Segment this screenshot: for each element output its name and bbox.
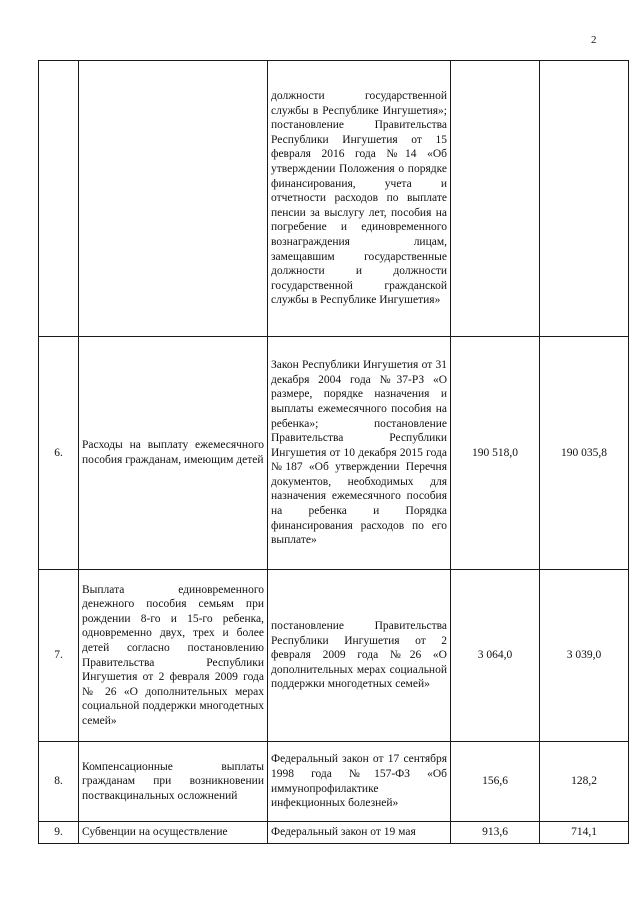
legal-basis: Федеральный закон от 17 сентября 1998 года №157-ФЗ «Об иммунопрофилактике инфекционных болезней» [268, 742, 451, 822]
table-row [39, 570, 629, 742]
row-number: 9. [39, 822, 79, 844]
table-row [39, 822, 629, 844]
row-number: 6. [39, 337, 79, 570]
expense-name: Субвенции на осуществление [79, 822, 268, 844]
value-planned [451, 61, 540, 337]
value-planned: 3 064,0 [451, 570, 540, 742]
value-actual: 3 039,0 [540, 570, 629, 742]
legal-basis: Закон Республики Ингушетия от 31 декабря 2004 года №37-РЗ «О размере, порядке назначения и выплаты ежемесячного пособия на ребенка»; постановление Правительства Республики Ингушетия от 10 декабря 2015 года №187 «Об утверждении Перечня документов, необходимых для назначения ежемесячного пособия на ребенка и Порядка финансирования расходов по его выплате» [268, 337, 451, 570]
legal-basis: постановление Правительства Республики Ингушетия от 2 февраля 2009 года №26 «О дополнительных мерах социальной поддержки многодетных семей» [268, 570, 451, 742]
expense-name: Расходы на выплату ежемесячного пособия гражданам, имеющим детей [79, 337, 268, 570]
page-number: 2 [591, 34, 597, 46]
value-planned: 190 518,0 [451, 337, 540, 570]
expense-name [79, 61, 268, 337]
expense-name: Выплата единовременного денежного пособия семьям при рождении 8-го и 15-го ребенка, одновременно двух, трех и более детей согласно постановлению Правительства Республики Ингушетия от 2 февраля 2009 года № 26 «О дополнительных мерах социальной поддержки многодетных семей» [79, 570, 268, 742]
value-planned: 156,6 [451, 742, 540, 822]
table-row [39, 61, 629, 337]
value-actual: 714,1 [540, 822, 629, 844]
value-planned: 913,6 [451, 822, 540, 844]
row-number [39, 61, 79, 337]
row-number: 8. [39, 742, 79, 822]
value-actual: 190 035,8 [540, 337, 629, 570]
expense-name: Компенсационные выплаты гражданам при возникновении поствакцинальных осложнений [79, 742, 268, 822]
value-actual [540, 61, 629, 337]
table-row [39, 337, 629, 570]
value-actual: 128,2 [540, 742, 629, 822]
row-number: 7. [39, 570, 79, 742]
table-row [39, 742, 629, 822]
legal-basis: должности государственной службы в Республике Ингушетия»; постановление Правительства Республики Ингушетия от 15 февраля 2016 года №14 «Об утверждении Положения о порядке финансирования, учета и отчетности расходов по выплате пенсии за выслугу лет, пособия на погребение и единовременного вознаграждения лицам, замещавшим государственные должности и должности государственной гражданской службы в Республике Ингушетия» [268, 61, 451, 337]
budget-table [38, 60, 629, 844]
legal-basis: Федеральный закон от 19 мая [268, 822, 451, 844]
